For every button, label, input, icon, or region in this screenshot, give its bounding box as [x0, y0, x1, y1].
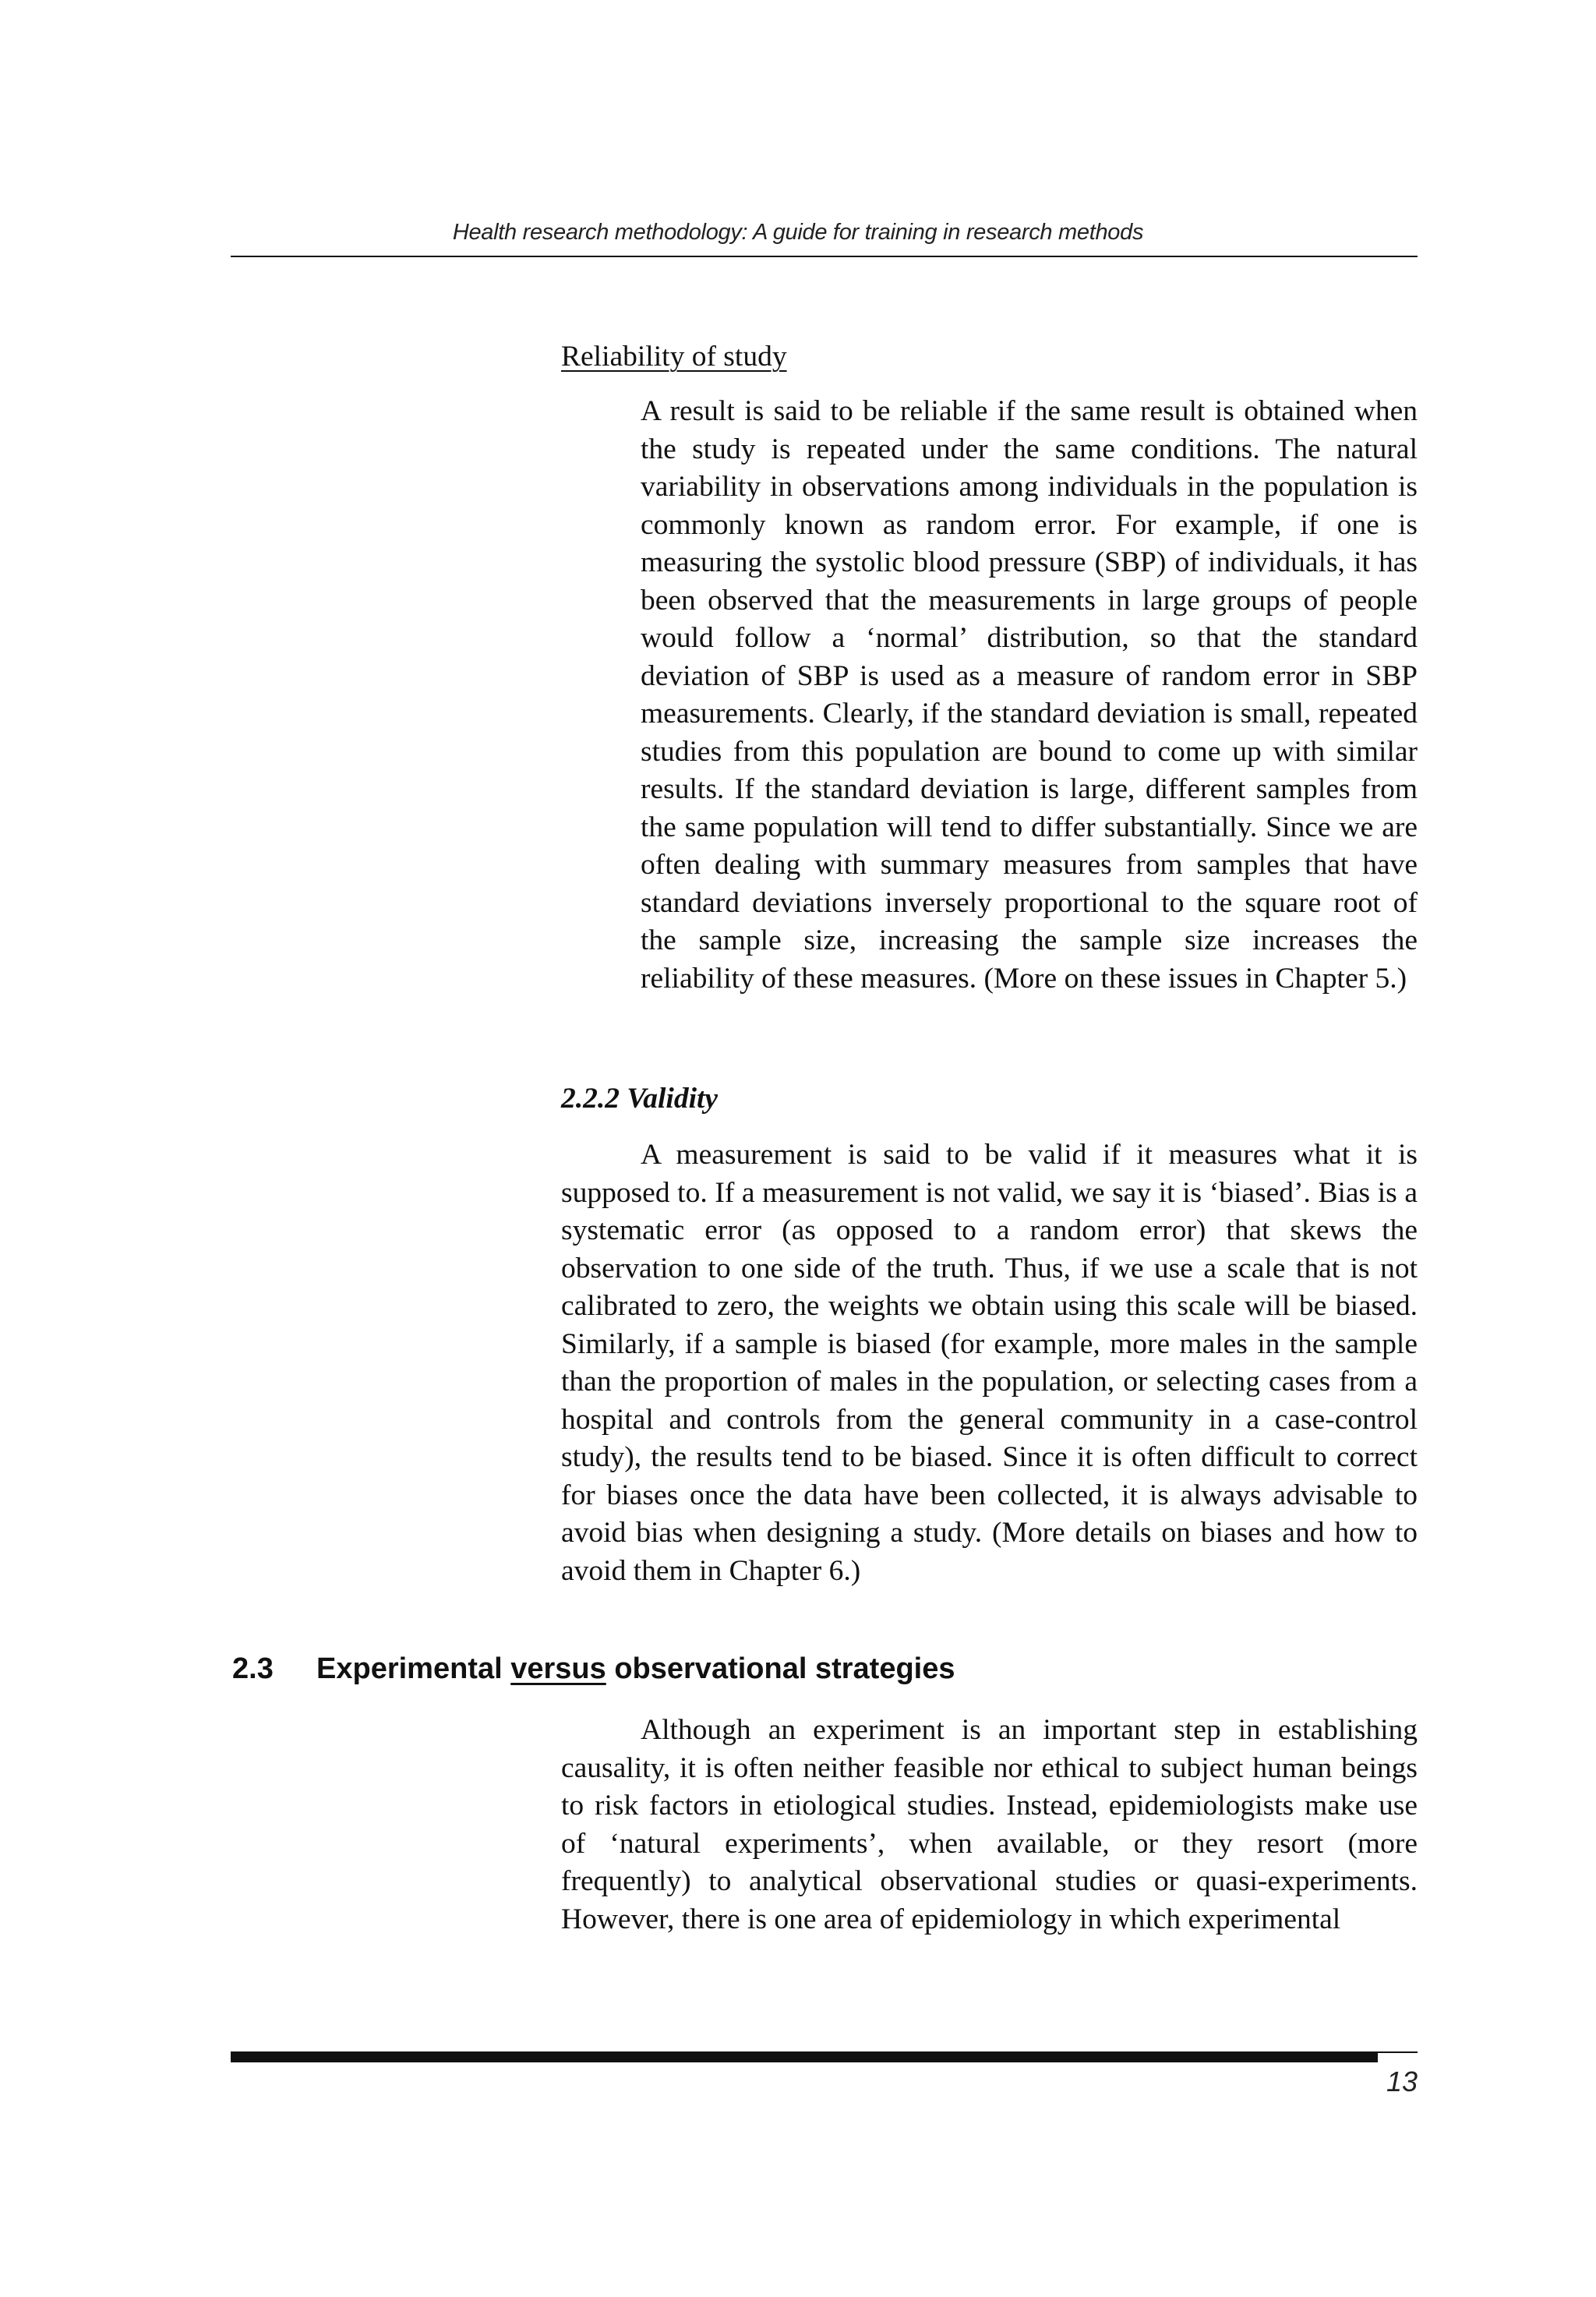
strategies-paragraph: Although an experiment is an important step in establishing causality, it is often neither feasible nor ethical to subject human beings to risk factors in etiological studies. Instead, epidemiologists make use of ‘natural experiments’, when available, or they resort (more frequently) to analytical observational studies or quasi-experiments. However, there is one area of epidemiology in which experimental [561, 1714, 1418, 1935]
header-rule [231, 256, 1418, 257]
footer-bar [231, 2051, 1378, 2062]
page-number: 13 [1386, 2066, 1418, 2097]
section-heading-2-3 [232, 1652, 955, 1686]
reliability-heading: Reliability of study [561, 341, 787, 373]
validity-paragraph: A measurement is said to be valid if it measures what it is supposed to. If a measurement is not valid, we say it is ‘biased’. Bias is a systematic error (as opposed to a random error) that skews the observation to one side of the truth. Thus, if we use a scale that is not calibrated to zero, the weights we obtain using this scale will be biased. Similarly, if a sample is biased (for example, more males in the sample than the proportion of males in the population, or selecting cases from a hospital and controls from the general community in a case-control study), the results tend to be biased. Since it is often difficult to correct for biases once the data have been collected, it is always advisable to avoid bias when designing a study. (More details on biases and how to avoid them in Chapter 6.) [561, 1139, 1418, 1587]
section-title-versus: versus [510, 1652, 606, 1685]
section-number: 2.3 [232, 1652, 274, 1685]
reliability-paragraph: A result is said to be reliable if the same result is obtained when the study is repeated under the same conditions. The natural variability in observations among individuals in the population is commonly known as random error. For example, if one is measuring the systolic blood pressure (SBP) of individuals, it has been observed that the measurements in large groups of people would follow a ‘normal’ distribution, so that the standard deviation of SBP is used as a measure of random error in SBP measurements. Clearly, if the standard deviation is small, repeated studies from this population are bound to come up with similar results. If the standard deviation is large, different samples from the same population will tend to differ substantially. Since we are often dealing with summary measures from samples that have standard deviations inversely proportional to the square root of the sample size, increasing the sample size increases the reliability of these measures. (More on these issues in Chapter 5.) [641, 395, 1418, 995]
section-title-end: observational strategies [614, 1652, 955, 1685]
running-header: Health research methodology: A guide for training in research methods [452, 220, 1144, 245]
validity-heading: 2.2.2 Validity [561, 1083, 719, 1115]
section-title-start: Experimental [316, 1652, 503, 1685]
